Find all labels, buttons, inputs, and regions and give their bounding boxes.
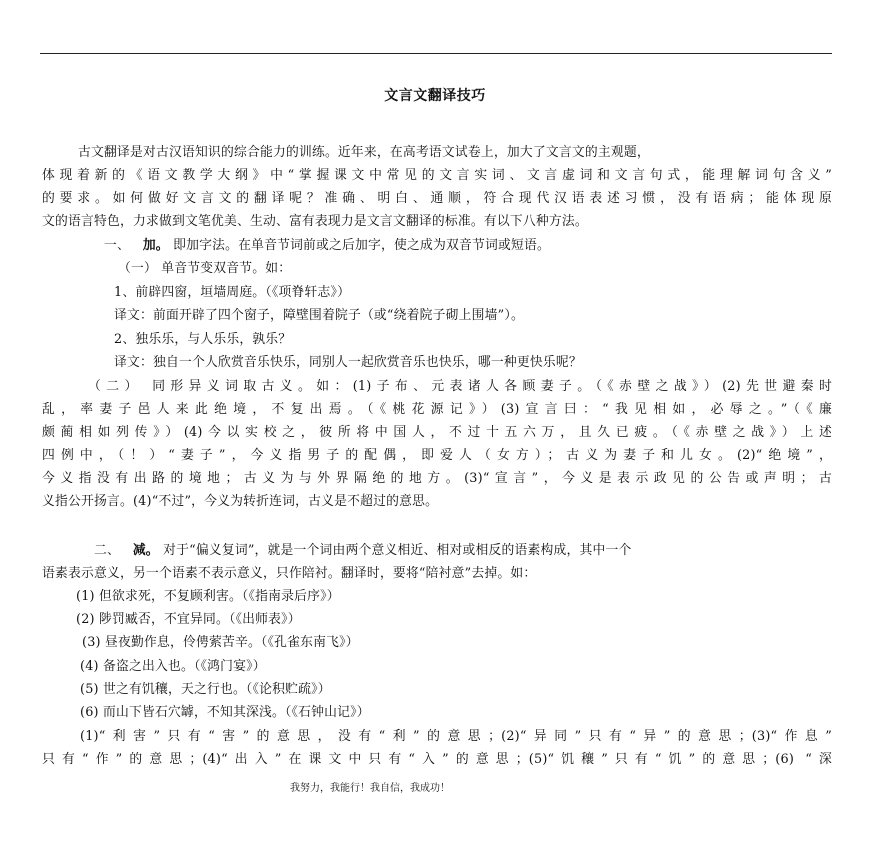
section-text: 即加字法。在单音节词前或之后加字，使之成为双音节词或短语。 bbox=[173, 238, 551, 253]
example-line: (4) 备盗之出入也。（《鸿门宴》） bbox=[80, 659, 266, 674]
section-heading-reduce bbox=[94, 543, 631, 559]
example-line: (3) 昼夜勤作息，伶俜萦苦辛。（《孔雀东南飞》） bbox=[82, 635, 359, 650]
section-number: 二、 bbox=[94, 543, 120, 558]
paragraph-line: 颇蔺相如列传》）(4)今以实校之，彼所将中国人，不过十五六万，且久已疲。（《赤壁之战》）上述 bbox=[42, 425, 832, 440]
example-line: (6) 而山下皆石穴罅，不知其深浅。（《石钟山记》） bbox=[80, 705, 370, 720]
paragraph-line: 今义指没有出路的境地；古义为与外界隔绝的地方。(3)“宣言”，今义是表示政见的公告或声明；古 bbox=[42, 471, 832, 486]
translation-line: 译文：独自一个人欣赏音乐快乐，同别人一起欣赏音乐也快乐，哪一种更快乐呢？ bbox=[114, 355, 582, 370]
paragraph-line: (1)“利害”只有“害”的意思，没有“利”的意思；(2)“异同”只有“异”的意思；(3)“作息” bbox=[80, 729, 832, 744]
section-keyword: 减。 bbox=[132, 543, 159, 558]
example-line: (5) 世之有饥穰，天之行也。（《论积贮疏》） bbox=[80, 682, 331, 697]
paragraph-line: 体现着新的《语文教学大纲》中“掌握课文中常见的文言实词、文言虚词和文言句式，能理解词句含义” bbox=[42, 168, 832, 183]
section-number: 一、 bbox=[104, 238, 130, 253]
paragraph-line: 的要求。如何做好文言文的翻译呢？准确、明白、通顺，符合现代汉语表述习惯，没有语病；能体现原 bbox=[42, 191, 832, 206]
subsection-heading: （一） 单音节变双音节。如： bbox=[118, 261, 292, 276]
page-title: 文言文翻译技巧 bbox=[384, 88, 486, 104]
paragraph-line: （二） 同形异义词取古义。如：(1)子布、元表诸人各顾妻子。（《赤壁之战》）(2)先世避秦时 bbox=[88, 379, 832, 394]
section-heading-add bbox=[104, 238, 550, 254]
section-keyword: 加。 bbox=[142, 238, 169, 253]
paragraph-line: 只有“作”的意思；(4)“出入”在课文中只有“入”的意思；(5)“饥穰”只有“饥”的意思；(6) “深 bbox=[42, 752, 832, 767]
page-footer: 我努力，我能行！我自信，我成功！ bbox=[290, 783, 450, 794]
paragraph-line: 义指公开扬言。(4)“不过”，今义为转折连词，古义是不超过的意思。 bbox=[42, 494, 439, 509]
paragraph-line: 乱，率妻子邑人来此绝境，不复出焉。（《桃花源记》）(3)宣言曰：“我见相如，必辱之。”（《廉 bbox=[42, 402, 832, 417]
example-line: (2) 陟罚臧否，不宜异同。（《出师表》） bbox=[76, 612, 301, 627]
paragraph-line: 古文翻译是对古汉语知识的综合能力的训练。近年来，在高考语文试卷上，加大了文言文的主观题， bbox=[78, 145, 650, 160]
paragraph-line: 四例中，（！）“妻子”，今义指男子的配偶，即爱人（女方）；古义为妻子和儿女。(2)“绝境”， bbox=[42, 448, 832, 463]
paragraph-line: 文的语言特色，力求做到文笔优美、生动、富有表现力是文言文翻译的标准。有以下八种方法。 bbox=[42, 214, 588, 229]
example-line: (1) 但欲求死，不复顾利害。（《指南录后序》） bbox=[76, 589, 340, 604]
example-line: 2、独乐乐，与人乐乐，孰乐？ bbox=[114, 332, 292, 347]
paragraph-line: 语素表示意义，另一个语素不表示意义，只作陪衬。翻译时，要将“陪衬意”去掉。如： bbox=[42, 566, 537, 581]
example-line: 1、前辟四窗，垣墙周庭。（《项脊轩志》） bbox=[114, 285, 351, 300]
translation-line: 译文：前面开辟了四个窗子，障壁围着院子（或“绕着院子砌上围墙”）。 bbox=[114, 308, 524, 323]
header-rule bbox=[40, 53, 832, 54]
section-text: 对于“偏义复词”，就是一个词由两个意义相近、相对或相反的语素构成，其中一个 bbox=[163, 543, 632, 558]
